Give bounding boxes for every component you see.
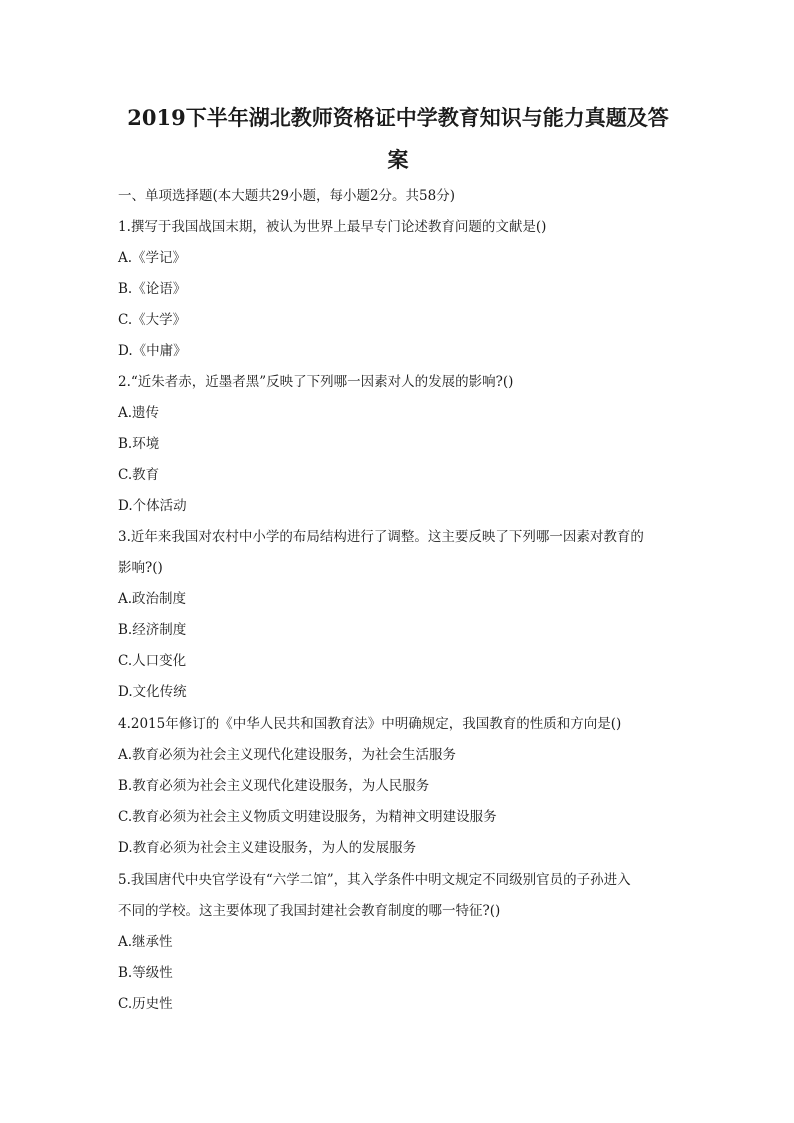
question-3-option-c: C.人口变化 [118,653,187,669]
question-5-option-a: A.继承性 [118,934,173,950]
question-5-stem-line-2: 不同的学校。这主要体现了我国封建社会教育制度的哪一特征?() [118,903,501,919]
question-3-option-b: B.经济制度 [118,622,187,638]
document-title-line-1: 2019下半年湖北教师资格证中学教育知识与能力真题及答 [127,105,669,130]
question-5-stem-line-1: 5.我国唐代中央官学设有“六学二馆”，其入学条件中明文规定不同级别官员的子孙进入 [118,872,631,888]
question-2-stem: 2.“近朱者赤，近墨者黑”反映了下列哪一因素对人的发展的影响?() [118,374,514,390]
question-3-option-d: D.文化传统 [118,684,187,700]
question-2-option-a: A.遗传 [118,405,160,421]
question-4-option-a: A.教育必须为社会主义现代化建设服务，为社会生活服务 [118,747,457,763]
question-1-stem: 1.撰写于我国战国末期，被认为世界上最早专门论述教育问题的文献是() [118,219,547,235]
question-5-option-b: B.等级性 [118,965,173,981]
document-title-line-2: 案 [387,147,409,172]
question-1-option-d: D.《中庸》 [118,343,187,359]
section-heading: 一、单项选择题(本大题共29小题，每小题2分。共58分) [118,188,455,204]
question-4-option-c: C.教育必须为社会主义物质文明建设服务，为精神文明建设服务 [118,809,497,825]
question-4-option-d: D.教育必须为社会主义建设服务，为人的发展服务 [118,840,417,856]
question-1-option-b: B.《论语》 [118,281,187,297]
question-4-option-b: B.教育必须为社会主义现代化建设服务，为人民服务 [118,778,430,794]
question-1-option-a: A.《学记》 [118,250,187,266]
question-3-stem-line-1: 3.近年来我国对农村中小学的布局结构进行了调整。这主要反映了下列哪一因素对教育的 [118,529,644,545]
question-2-option-b: B.环境 [118,436,160,452]
question-1-option-c: C.《大学》 [118,312,187,328]
question-5-option-c: C.历史性 [118,996,173,1012]
question-2-option-c: C.教育 [118,467,160,483]
question-4-stem: 4.2015年修订的《中华人民共和国教育法》中明确规定，我国教育的性质和方向是() [118,716,622,732]
question-2-option-d: D.个体活动 [118,498,187,514]
question-3-option-a: A.政治制度 [118,591,187,607]
question-3-stem-line-2: 影响?() [118,560,163,576]
